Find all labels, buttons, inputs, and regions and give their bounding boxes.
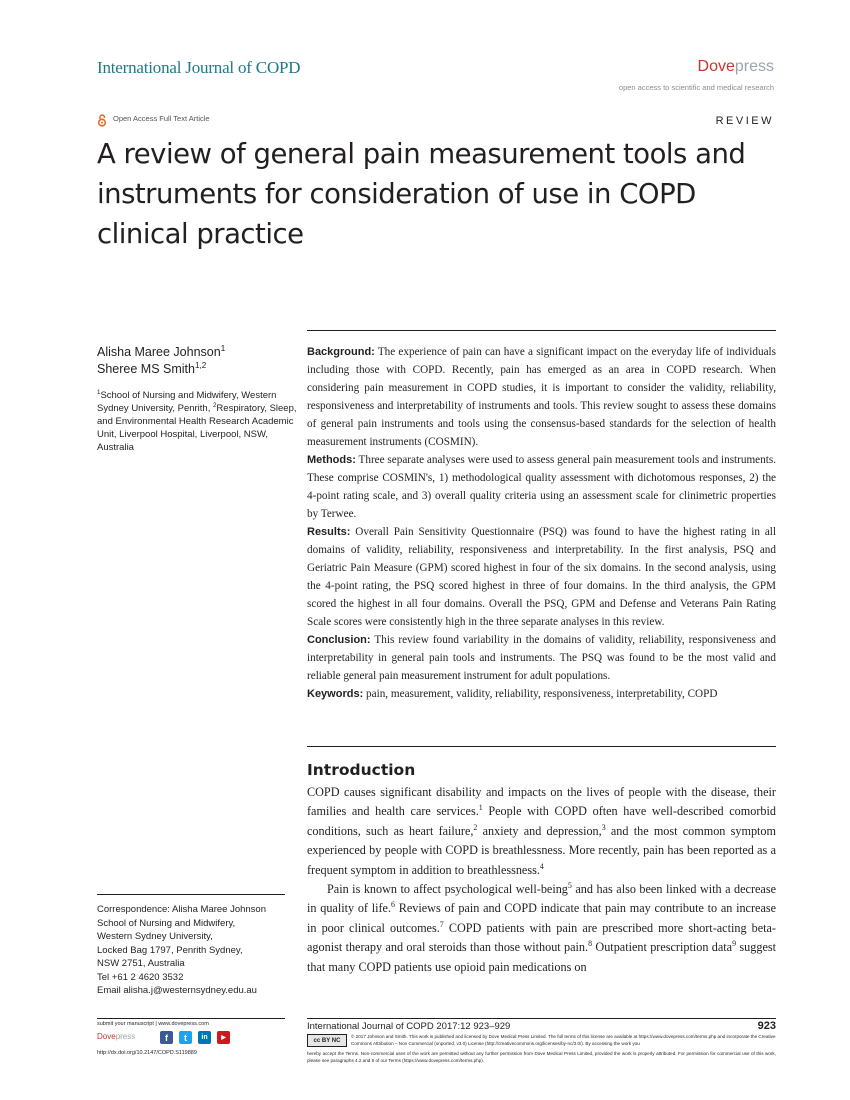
- citation-ref[interactable]: 1: [478, 803, 483, 813]
- divider: [97, 894, 285, 895]
- abstract-conclusion: Conclusion: This review found variability in the domains of validity, reliability, responsiveness and interpretability in general pain tools and instruments. The PSQ was found to be the most valid and reliable general pain measurement instrument for adult populations.: [307, 634, 776, 682]
- divider: [97, 1018, 285, 1019]
- twitter-icon[interactable]: t: [179, 1031, 192, 1044]
- publisher-logo: [698, 58, 774, 76]
- abstract-background: Background: The experience of pain can have a significant impact on the everyday life of individuals including those with COPD. Recently, pain has emerged as an area in COPD research. When considering pain measurement in COPD studies, it is important to consider the validity, reliability, responsiveness and interpretability of instruments and tools. This review sought to assess these domains of general pain instruments and tools using the consensus-based standards for the selection of health measurement instruments (COSMIN).: [307, 346, 776, 448]
- author-list: [97, 344, 225, 378]
- citation-ref[interactable]: 3: [601, 822, 606, 832]
- abstract-keywords: Keywords: pain, measurement, validity, reliability, responsiveness, interpretability, COPD: [307, 688, 718, 700]
- divider: [307, 746, 776, 747]
- divider: [307, 330, 776, 331]
- abstract: [307, 343, 776, 703]
- abstract-methods: Methods: Three separate analyses were used to assess general pain measurement tools and instruments. These comprise COSMIN's, 1) methodological quality assessment with dichotomous responses, 2) the 4-point rating scale, and 3) overall quality criteria using an assessment scale for clinimetric properties by Terwee.: [307, 454, 776, 520]
- license-text: hereby accept the Terms. Non-commercial uses of the work are permitted without any further permission from Dove Medical Press Limited, provided the work is properly attributed. For permission for commercial use of this work, please see paragraphs 4.2 and 5 of our Terms (https://www.dovepress.com/terms.php).: [307, 1051, 776, 1063]
- article-type: REVIEW: [715, 115, 774, 127]
- open-access-icon: [97, 114, 107, 127]
- citation-ref[interactable]: 9: [732, 939, 737, 949]
- publisher-dove: Dove: [697, 58, 735, 75]
- linkedin-icon[interactable]: in: [198, 1031, 211, 1044]
- affiliations: $^1$School of Nursing and Midwifery, Western Sydney University, Penrith, $^2$Respiratory, Sleep, and Environmental Health Research Academic Unit, Liverpool Hospital, Liverpool, NSW, Australia: [97, 388, 297, 453]
- publisher-tagline: open access to scientific and medical research: [618, 83, 774, 92]
- paragraph: COPD causes significant disability and impacts on the lives of people with the disease, their families and health care services.$^1$ People with COPD often have well-described comorbid conditions, such as heart failure,$^2$ anxiety and depression,$^3$ and the most common symptom experienced by people with COPD is breathlessness. More recently, pain has been reported as a frequent symptom in addition to breathlessness.$^4$: [307, 785, 776, 877]
- submit-manuscript-link[interactable]: submit your manuscript | www.dovepress.com: [97, 1021, 209, 1027]
- citation-ref[interactable]: 4: [539, 861, 544, 871]
- citation-ref[interactable]: 6: [391, 900, 395, 910]
- citation-ref[interactable]: 5: [567, 880, 572, 890]
- page-number: 923: [757, 1020, 776, 1032]
- paper-title: A review of general pain measurement tools and instruments for consideration of use in COPD clinical practice: [97, 138, 746, 250]
- footer-publisher-logo: Dovepress: [97, 1032, 136, 1041]
- paragraph: Pain is known to affect psychological well-being$^5$ and has also been linked with a decrease in quality of life.$^6$ Reviews of pain and COPD indicate that pain may contribute to an increase in poor clinical outcomes.$^7$ COPD patients with pain are prescribed more short-acting beta-agonist therapy and oral steroids than those without pain.$^8$ Outpatient prescription data$^9$ suggest that many COPD patients use opioid pain medications on: [307, 880, 776, 974]
- open-access-label: Open Access Full Text Article: [113, 114, 210, 123]
- doi-link[interactable]: http://dx.doi.org/10.2147/COPD.S119889: [97, 1050, 197, 1056]
- citation-ref[interactable]: 7: [439, 919, 444, 929]
- youtube-icon[interactable]: ▶: [217, 1031, 230, 1044]
- publisher-press: press: [734, 58, 774, 75]
- citation-ref[interactable]: 8: [588, 939, 593, 949]
- journal-title: International Journal of COPD: [97, 58, 301, 77]
- author: Sheree MS Smith$^{1,2}$: [97, 360, 207, 376]
- section-heading: Introduction: [307, 761, 416, 779]
- introduction-body: [307, 783, 776, 977]
- citation-ref[interactable]: 2: [473, 822, 478, 832]
- correspondence-block: Correspondence: Alisha Maree Johnson School of Nursing and Midwifery, Western Sydney University, Locked Bag 1797, Penrith Sydney, NSW 2751, Australia Tel +61 2 4620 3532 Email alisha.j@westernsydney.edu.au: [97, 903, 297, 998]
- author: Alisha Maree Johnson$^1$: [97, 343, 226, 359]
- divider: [307, 1018, 776, 1019]
- facebook-icon[interactable]: f: [160, 1031, 173, 1044]
- social-icons: [160, 1031, 230, 1044]
- correspondence-email[interactable]: Email alisha.j@westernsydney.edu.au: [97, 985, 257, 996]
- abstract-results: Results: Overall Pain Sensitivity Questionnaire (PSQ) was found to have the highest rating in all domains of validity, reliability, responsiveness and interpretability. In the first analysis, PSQ and Geriatric Pain Measure (GPM) scored highest in four of the six domains. In the second analysis, using the 4-point rating, the PSQ scored highest in three of four domains. In the third analysis, the GPM scored the highest in all four domains. Overall the PSQ, GPM and Defense and Veterans Pain Rating Scale scores were consistently high in the three separate analyses in this review.: [307, 526, 777, 628]
- cc-license-badge[interactable]: cc BY NC: [307, 1034, 347, 1047]
- journal-citation: International Journal of COPD 2017:12 923–929: [307, 1021, 511, 1032]
- license-text: © 2017 Johnson and Smith. This work is published and licensed by Dove Medical Press Limited. The full terms of this license are available at https://www.dovepress.com/terms.php and incorporate the Creative Commons Attribution – Non Commercial (unported, v3.0) License (http://creativecommons.org/licenses/by-nc/3.0/). By accessing the work you: [351, 1034, 776, 1046]
